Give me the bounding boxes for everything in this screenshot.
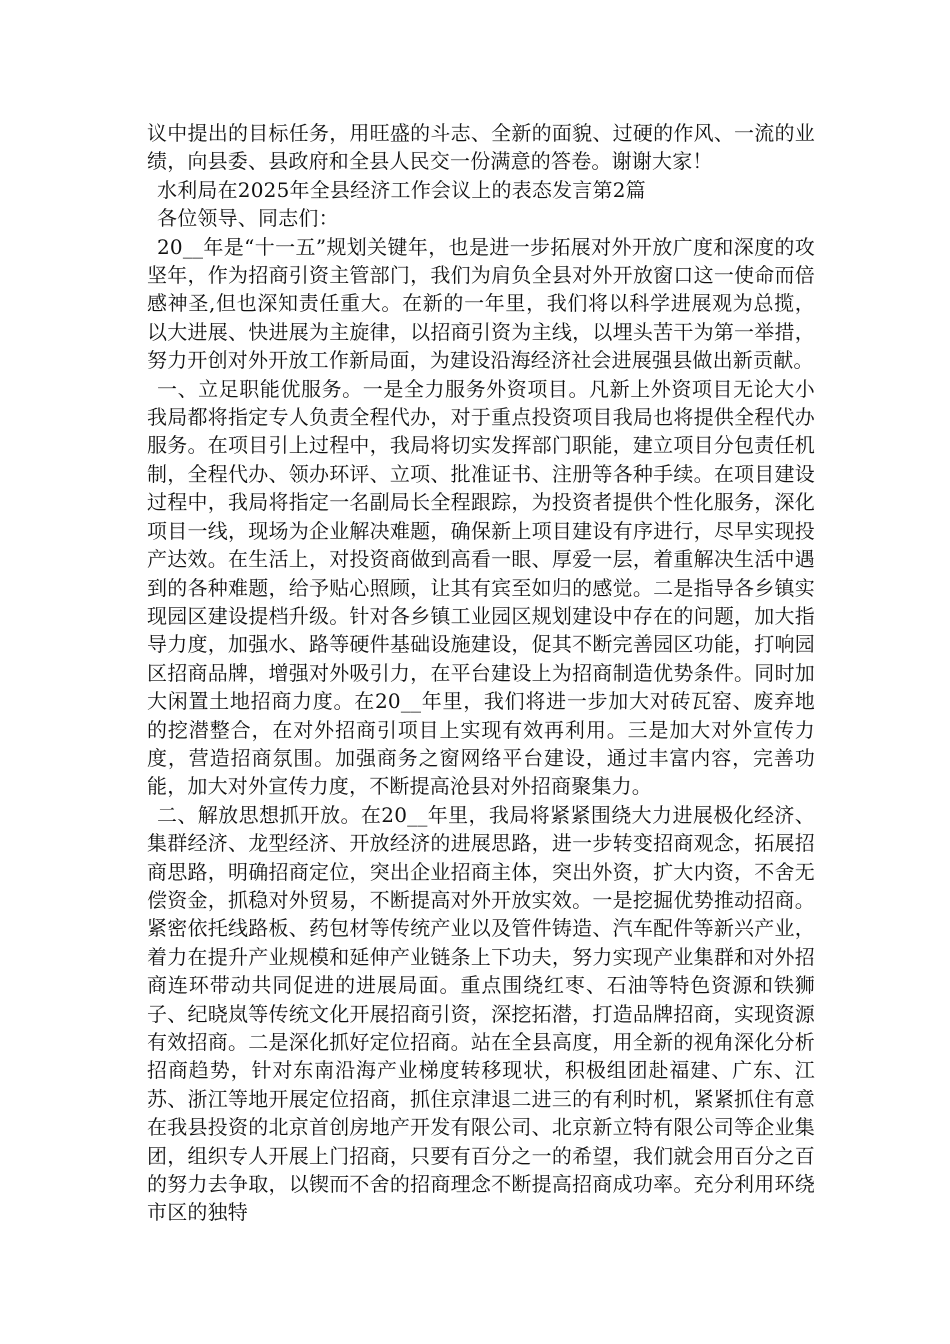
- paragraph-section-2: 二、解放思想抓开放。在20__年里，我局将紧紧围绕大力进展极化经济、集群经济、龙型经济、开放经济的进展思路，进一步转变招商观念，拓展招商思路，明确招商定位，突出企业招商主体，突出外资，扩大内资，不舍无偿资金，抓稳对外贸易，不断提高对外开放实效。一是挖掘优势推动招商。紧密依托线路板、药包材等传统产业以及管件铸造、汽车配件等新兴产业，着力在提升产业规模和延伸产业链条上下功夫，努力实现产业集群和对外招商连环带动共同促进的进展局面。重点围绕红枣、石油等特色资源和铁狮子、纪晓岚等传统文化开展招商引资，深挖拓潜，打造品牌招商，实现资源有效招商。二是深化抓好定位招商。站在全县高度，用全新的视角深化分析招商趋势，针对东南沿海产业梯度转移现状，积极组团赴福建、广东、江苏、浙江等地开展定位招商，抓住京津退二进三的有利时机，紧紧抓住有意在我县投资的北京首创房地产开发有限公司、北京新立特有限公司等企业集团，组织专人开展上门招商，只要有百分之一的希望，我们就会用百分之百的努力去争取，以锲而不舍的招商理念不断提高招商成功率。充分利用环绕市区的独特: [147, 802, 815, 1225]
- document-page: [147, 119, 815, 1227]
- salutation: 各位领导、同志们：: [157, 206, 339, 231]
- paragraph-intro: 20__年是“十一五”规划关键年，也是进一步拓展对外开放广度和深度的攻坚年，作为招商引资主管部门，我们为肩负全县对外开放窗口这一使命而倍感神圣,但也深知责任重大。在新的一年里，我们将以科学进展观为总揽，以大进展、快进展为主旋律，以招商引资为主线，以埋头苦干为第一举措，努力开创对外开放工作新局面，为建设沿海经济社会进展强县做出新贡献。: [147, 234, 815, 373]
- paragraph-closing: 议中提出的目标任务，用旺盛的斗志、全新的面貌、过硬的作风、一流的业绩，向县委、县政府和全县人民交一份满意的答卷。谢谢大家！: [147, 121, 815, 174]
- article-title: 水利局在2025年全县经济工作会议上的表态发言第2篇: [157, 177, 646, 202]
- paragraph-section-1: 一、立足职能优服务。一是全力服务外资项目。凡新上外资项目无论大小我局都将指定专人负责全程代办，对于重点投资项目我局也将提供全程代办服务。在项目引上过程中，我局将切实发挥部门职能，建立项目分包责任机制，全程代办、领办环评、立项、批准证书、注册等各种手续。在项目建设过程中，我局将指定一名副局长全程跟踪，为投资者提供个性化服务，深化项目一线，现场为企业解决难题，确保新上项目建设有序进行，尽早实现投产达效。在生活上，对投资商做到高看一眼、厚爱一层，着重解决生活中遇到的各种难题，给予贴心照顾，让其有宾至如归的感觉。二是指导各乡镇实现园区建设提档升级。针对各乡镇工业园区规划建设中存在的问题，加大指导力度，加强水、路等硬件基础设施建设，促其不断完善园区功能，打响园区招商品牌，增强对外吸引力，在平台建设上为招商制造优势条件。同时加大闲置土地招商力度。在20__年里，我们将进一步加大对砖瓦窑、废弃地的挖潜整合，在对外招商引项目上实现有效再利用。三是加大对外宣传力度，营造招商氛围。加强商务之窗网络平台建设，通过丰富内容，完善功能，加大对外宣传力度，不断提高沧县对外招商聚集力。: [147, 376, 815, 799]
